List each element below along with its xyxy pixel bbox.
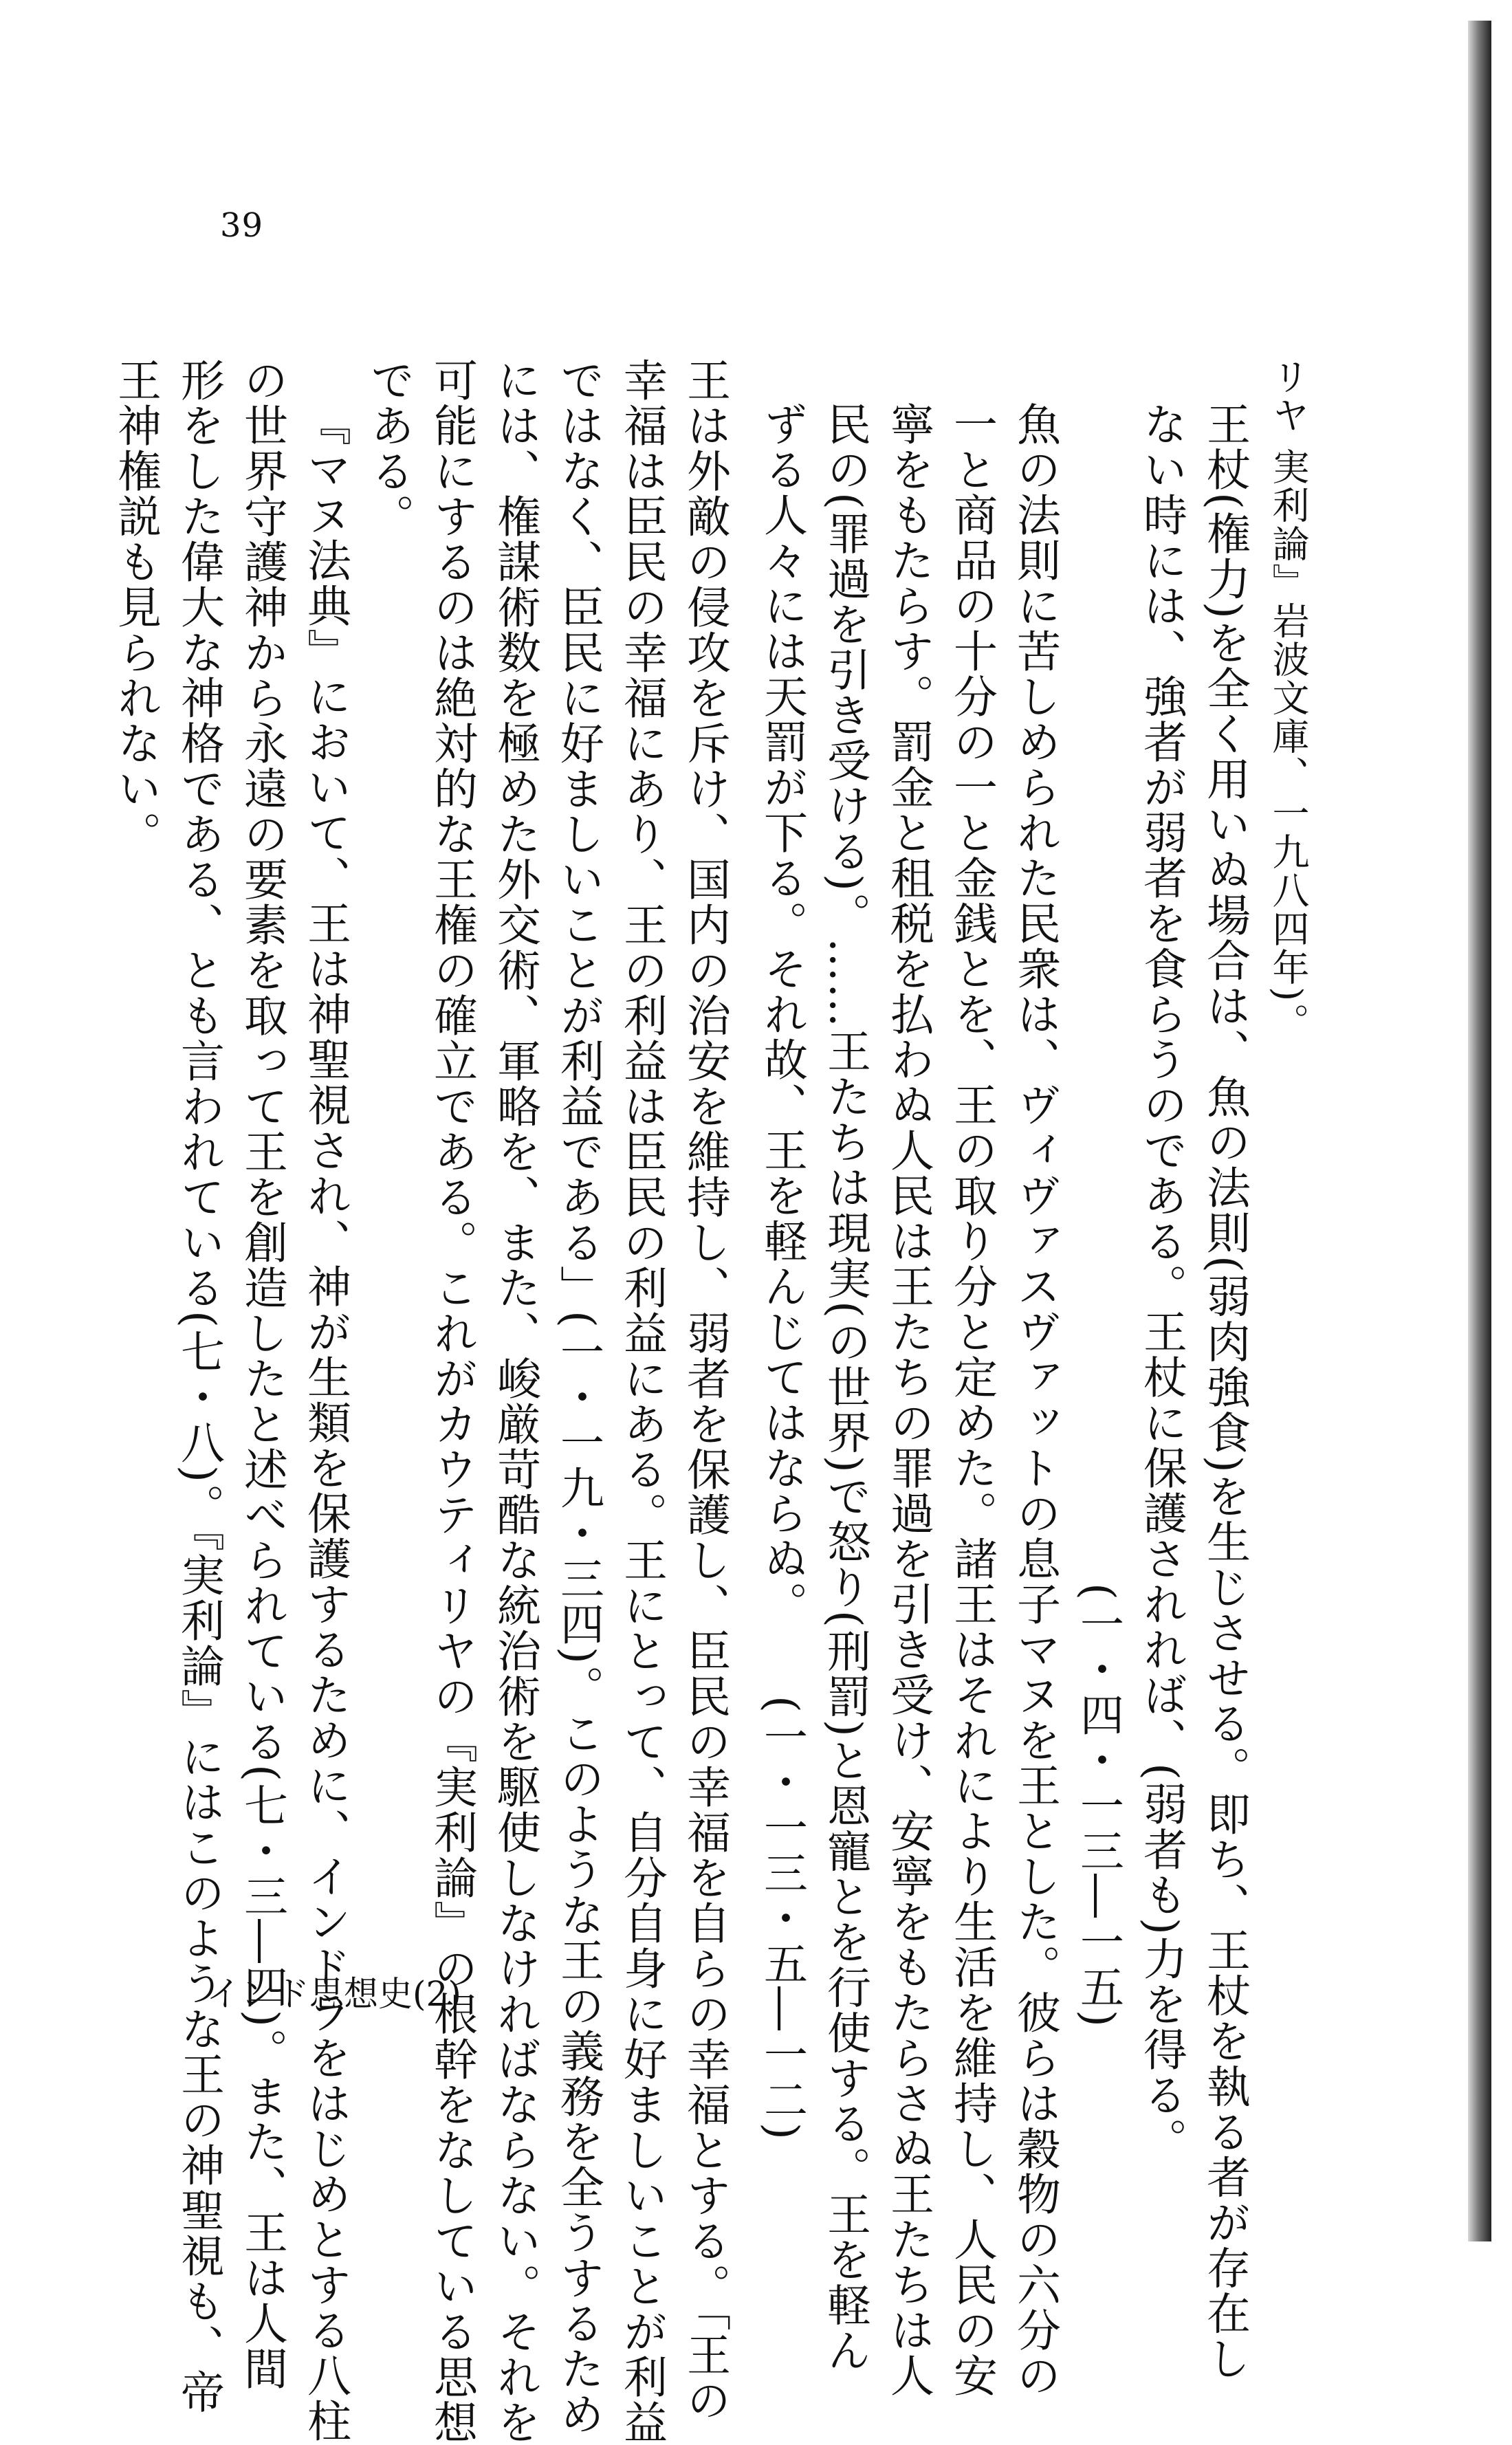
text-column: 一と商品の十分の一と金銭とを、王の取り分と定めた。諸王はそれにより生活を維持し、人民の安 xyxy=(946,402,997,2398)
text-column: の世界守護神から永遠の要素を取って王を創造したと述べられている(七・三―四)。また、王は人間 xyxy=(237,358,287,2391)
citation-column: (一・四・一三―一五) xyxy=(1073,1583,1124,2028)
text-column: 形をした偉大な神格である、とも言われている(七・八)。『実利論』にはこのような王の神聖視も、帝 xyxy=(173,358,224,2415)
vertical-text-body xyxy=(0,358,1319,2445)
text-column: 王神権説も見られない。 xyxy=(110,358,161,857)
page-number: 39 xyxy=(220,206,264,245)
text-column: には、権謀術数を極めた外交術、軍略を、また、峻厳苛酷な統治術を駆使しなければならない。それを xyxy=(490,358,540,2445)
text-column: である。 xyxy=(363,358,414,539)
text-column: ではなく、臣民に好ましいことが利益である」(一・一九・三四)。このような王の義務を全うするため xyxy=(553,358,604,2437)
text-column: 寧をもたらす。罰金と租税を払わぬ人民は王たちの罪過を引き受け、安寧をもたらさぬ王たちは人 xyxy=(883,402,934,2398)
text-column: 王杖(権力)を全く用いぬ場合は、魚の法則(弱肉強食)を生じさせる。即ち、王杖を執る者が存在し xyxy=(1199,402,1250,2382)
text-column: 魚の法則に苦しめられた民衆は、ヴィヴァスヴァットの息子マヌを王とした。彼らは穀物の六分の xyxy=(1009,402,1060,2398)
text-column: リヤ 実利論』岩波文庫、一九八四年)。 xyxy=(1267,358,1310,1042)
text-column: 王は外敵の侵攻を斥け、国内の治安を維持し、弱者を保護し、臣民の幸福を自らの幸福とする。「王の xyxy=(679,358,730,2423)
running-footer-title: インド思想史(2) xyxy=(206,1974,461,2014)
text-column: 可能にするのは絶対的な王権の確立である。これがカウティリヤの『実利論』の根幹をなしている思想 xyxy=(426,358,477,2445)
text-column: 幸福は臣民の幸福にあり、王の利益は臣民の利益にある。王にとって、自分自身に好ましいことが利益 xyxy=(616,358,667,2445)
text-column: 民の(罪過を引き受ける)。……王たちは現実(の世界)で怒り(刑罰)と恩寵とを行使する。王を軽ん xyxy=(820,402,870,2373)
text-column: ずる人々には天罰が下る。それ故、王を軽んじてはならぬ。 (一・一三・五―一二) xyxy=(756,402,807,2141)
page-binding-edge xyxy=(1468,21,1491,2241)
text-column: ない時には、強者が弱者を食らうのである。王杖に保護されれば、(弱者も)力を得る。 xyxy=(1136,402,1187,2163)
text-column: 『マヌ法典』において、王は神聖視され、神が生類を保護するために、インドラをはじめとする八柱 xyxy=(300,402,351,2444)
